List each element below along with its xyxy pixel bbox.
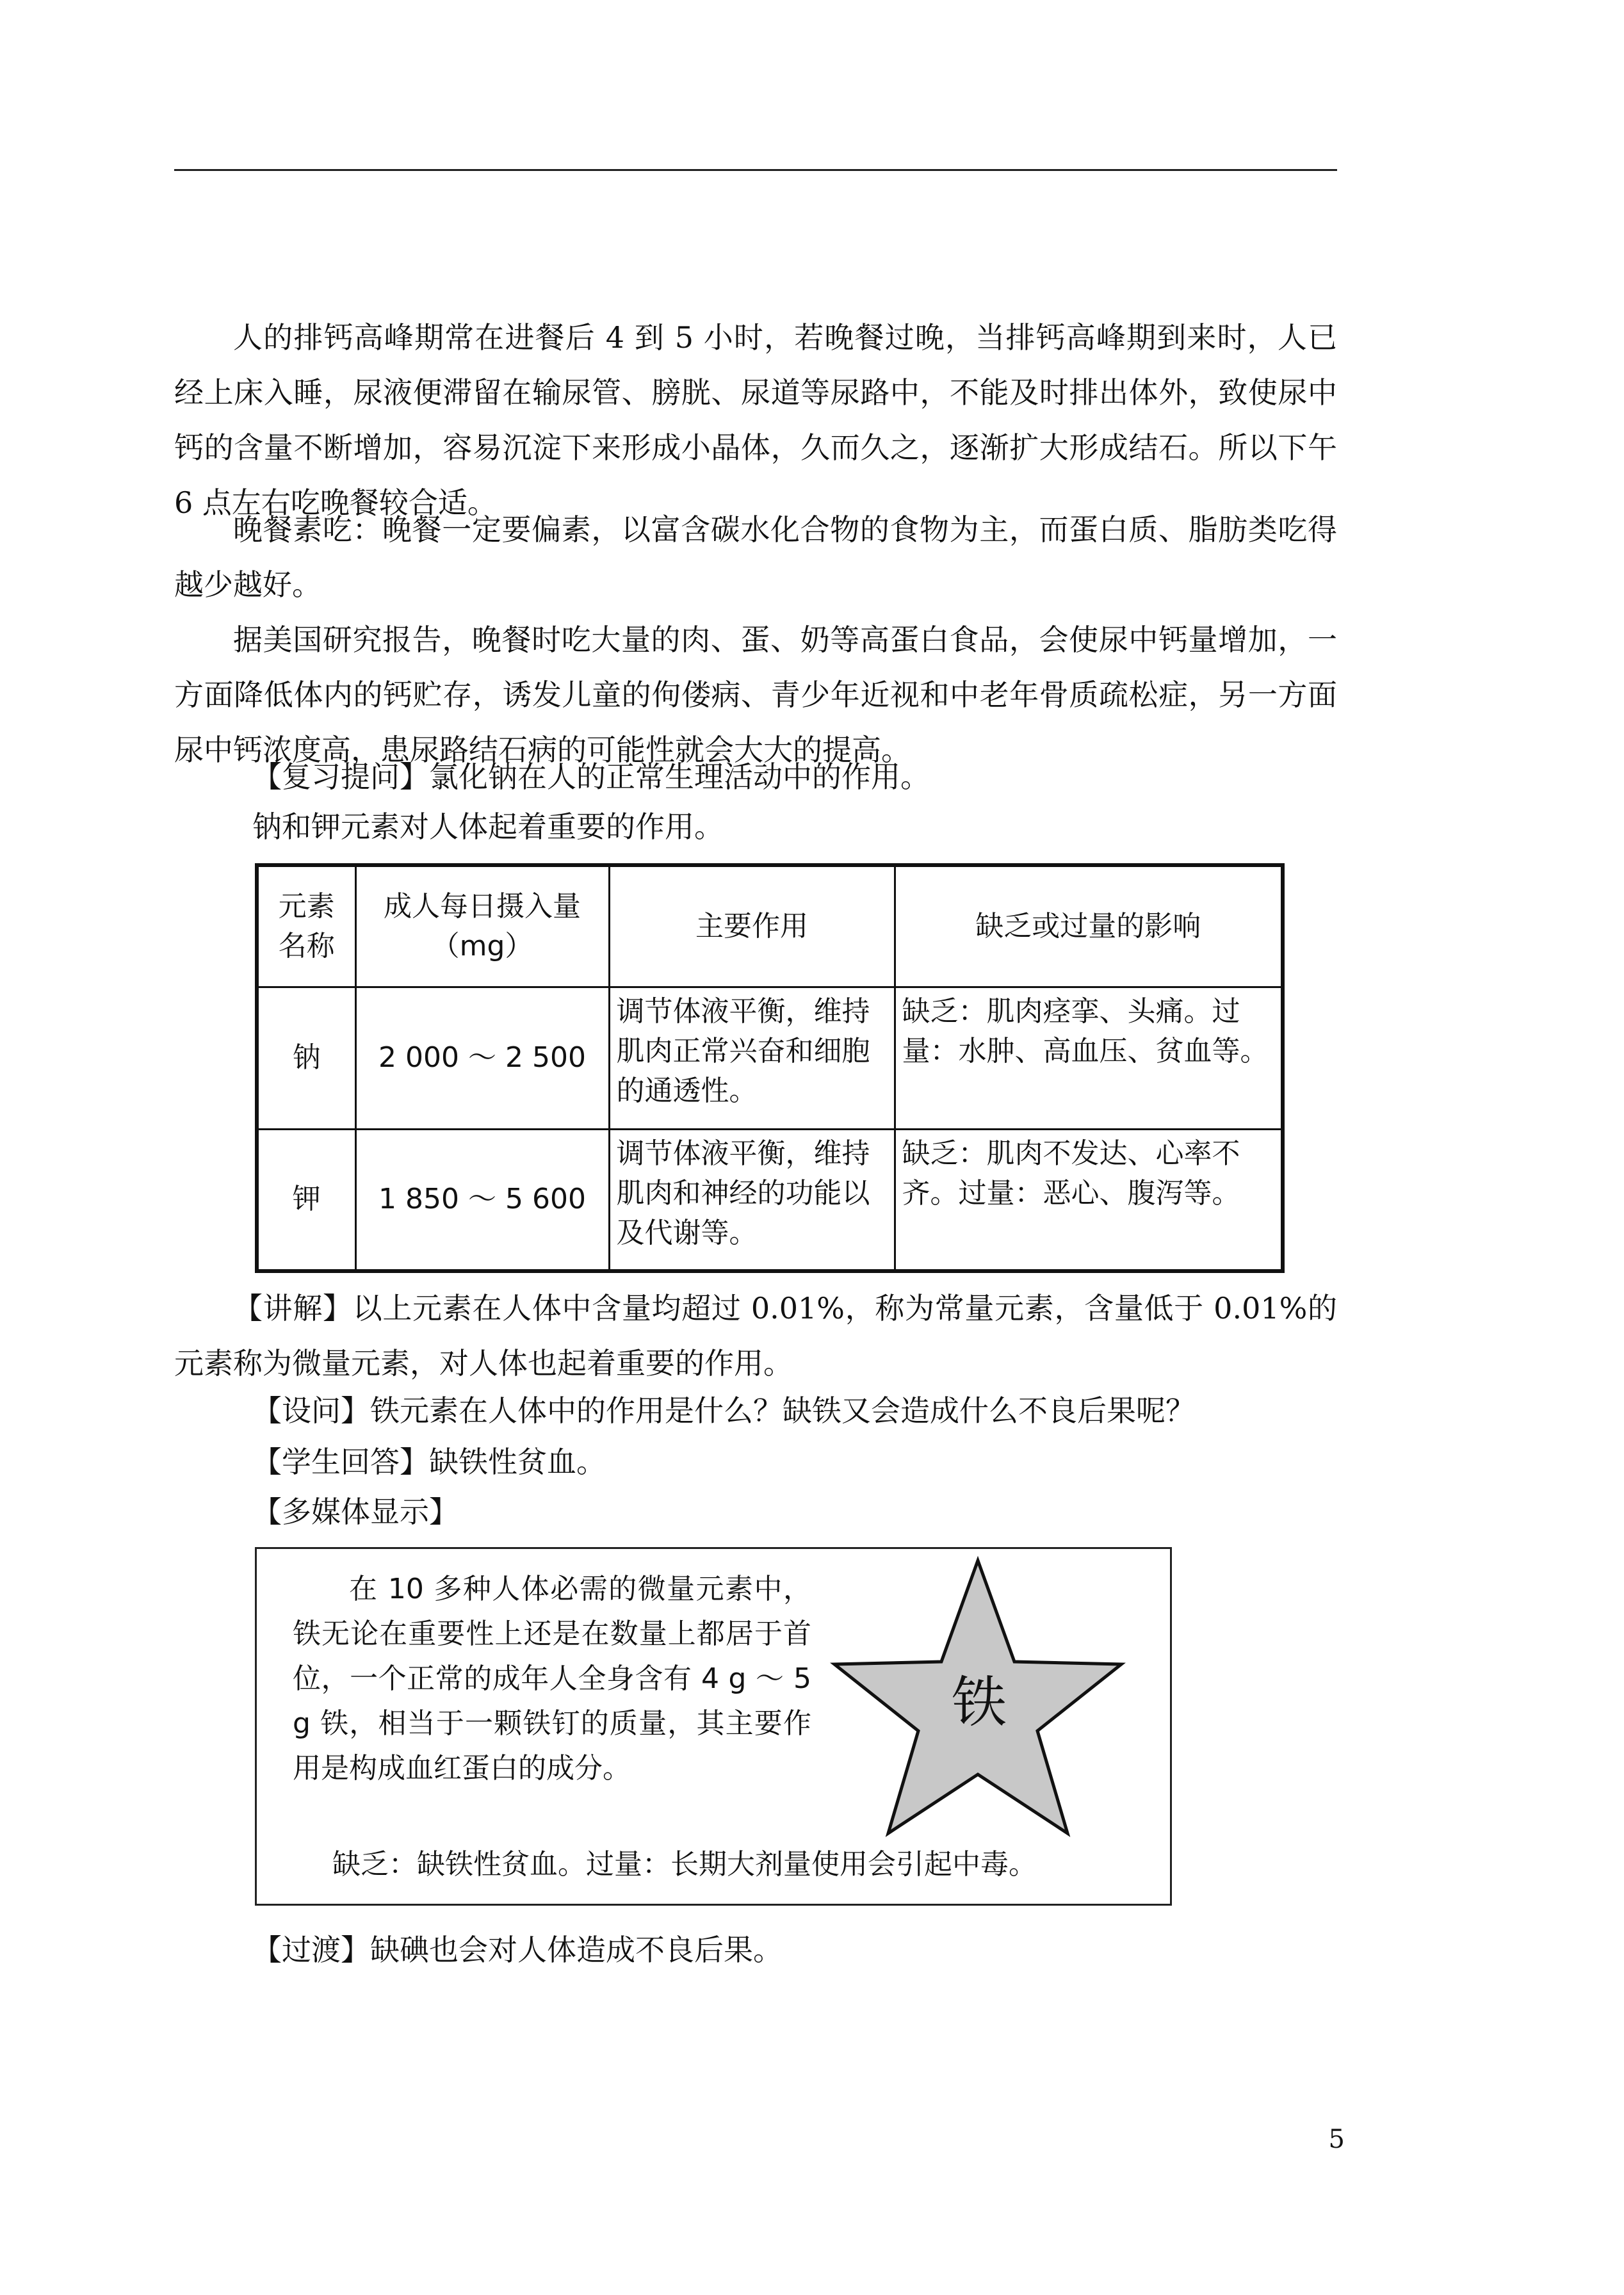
review-question: 【复习提问】氯化钠在人的正常生理活动中的作用。 (252, 759, 930, 794)
student-answer: 【学生回答】缺铁性贫血。 (252, 1445, 606, 1479)
page-number: 5 (1328, 2125, 1345, 2154)
cell-function: 调节体液平衡，维持肌肉正常兴奋和细胞的通透性。 (609, 987, 895, 1129)
nutrient-table (255, 863, 1285, 1273)
paragraph-calcium-peak: 人的排钙高峰期常在进餐后 4 到 5 小时，若晚餐过晚，当排钙高峰期到来时，人已经上床入睡，尿液便滞留在输尿管、膀胱、尿道等尿路中，不能及时排出体外，致使尿中钙的含量不断增加，容易沉淀下来形成小晶体，久而久之，逐渐扩大形成结石。所以下午 6 点左右吃晚餐较合适。 (174, 320, 1337, 520)
cell-effect: 缺乏：肌肉痉挛、头痛。过量：水肿、高血压、贫血等。 (895, 987, 1283, 1129)
cell-element: 钠 (257, 987, 355, 1129)
cell-effect: 缺乏：肌肉不发达、心率不齐。过量：恶心、腹泻等。 (895, 1129, 1283, 1271)
table-header-row (257, 865, 1283, 987)
table-row (257, 987, 1283, 1129)
iron-question: 【设问】铁元素在人体中的作用是什么？缺铁又会造成什么不良后果呢？ (252, 1393, 1195, 1428)
star-label: 铁 (952, 1671, 1007, 1735)
multimedia-label: 【多媒体显示】 (252, 1495, 459, 1529)
paragraph-vegetarian-dinner: 晚餐素吃：晚餐一定要偏素，以富含碳水化合物的食物为主，而蛋白质、脂肪类吃得越少越好。 (174, 512, 1337, 602)
explanation: 【讲解】以上元素在人体中含量均超过 0.01%，称为常量元素，含量低于 0.01%的元素称为微量元素，对人体也起着重要的作用。 (174, 1291, 1337, 1381)
table-row (257, 1129, 1283, 1271)
paragraph-protein-study: 据美国研究报告，晚餐时吃大量的肉、蛋、奶等高蛋白食品，会使尿中钙量增加，一方面降低体内的钙贮存，诱发儿童的佝偻病、青少年近视和中老年骨质疏松症，另一方面尿中钙浓度高，患尿路结石病的可能性就会大大的提高。 (174, 622, 1337, 767)
header-element-name: 元素名称 (257, 865, 355, 987)
header-main-function: 主要作用 (609, 865, 895, 987)
header-deficiency-excess: 缺乏或过量的影响 (895, 865, 1283, 987)
transition: 【过渡】缺碘也会对人体造成不良后果。 (252, 1933, 783, 1967)
cell-element: 钾 (257, 1129, 355, 1271)
iron-info-figure (255, 1547, 1172, 1906)
iron-description: 在 10 多种人体必需的微量元素中，铁无论在重要性上还是在数量上都居于首位，一个正常的成年人全身含有 4 g ～ 5 g 铁，相当于一颗铁钉的质量，其主要作用是构成血红蛋白的成分。 (293, 1573, 811, 1785)
cell-intake: 2 000 ～ 2 500 (355, 987, 609, 1129)
table-intro: 钠和钾元素对人体起着重要的作用。 (252, 809, 724, 844)
cell-function: 调节体液平衡，维持肌肉和神经的功能以及代谢等。 (609, 1129, 895, 1271)
cell-intake: 1 850 ～ 5 600 (355, 1129, 609, 1271)
header-daily-intake: 成人每日摄入量（mg） (355, 865, 609, 987)
iron-effect-note: 缺乏：缺铁性贫血。过量：长期大剂量使用会引起中毒。 (332, 1848, 1037, 1881)
header-rule (174, 169, 1337, 171)
